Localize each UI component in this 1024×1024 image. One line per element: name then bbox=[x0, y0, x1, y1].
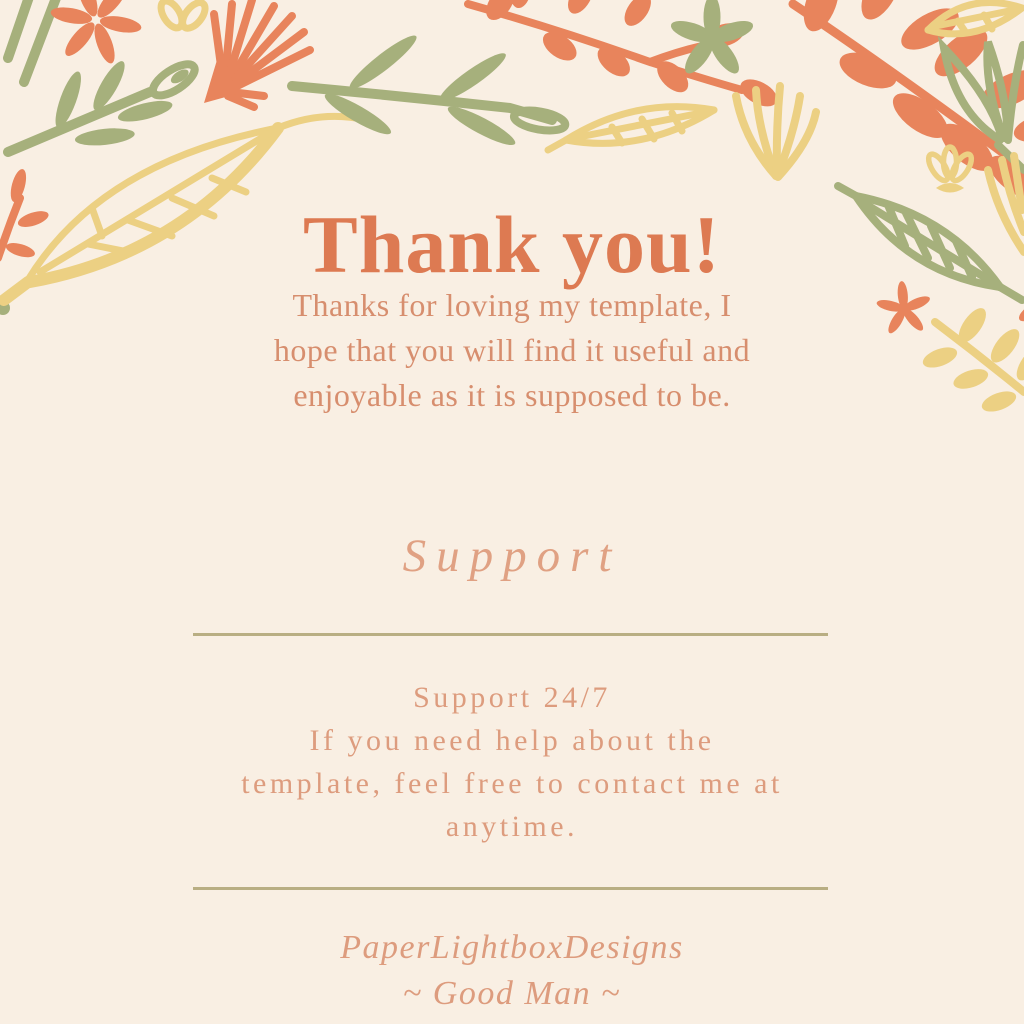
support-paragraph bbox=[0, 676, 1024, 848]
green-leaf-branch-icon bbox=[292, 30, 567, 151]
yellow-grass-tuft-icon bbox=[736, 86, 816, 177]
orange-fan-frond-icon bbox=[204, 0, 310, 107]
support-line-1: Support 24/7 bbox=[413, 681, 611, 714]
support-line-2: If you need help about the bbox=[309, 724, 715, 757]
signature: ~ Good Man ~ bbox=[402, 975, 622, 1012]
brand-name: PaperLightboxDesigns bbox=[340, 929, 684, 966]
support-line-4: anytime. bbox=[445, 810, 579, 843]
divider-bottom bbox=[193, 887, 828, 890]
orange-leaf-branch-icon bbox=[793, 0, 1024, 207]
orange-berry-branch-icon bbox=[468, 0, 782, 112]
page-title: Thank you! bbox=[303, 198, 721, 290]
yellow-sprout-icon bbox=[925, 147, 975, 193]
intro-paragraph bbox=[0, 283, 1024, 418]
divider-top bbox=[193, 633, 828, 636]
intro-line-3: enjoyable as it is supposed to be. bbox=[293, 377, 731, 413]
green-leaf-branch-icon bbox=[8, 58, 199, 152]
footer bbox=[0, 925, 1024, 1017]
intro-line-2: hope that you will find it useful and bbox=[273, 332, 751, 368]
yellow-outlined-leaf-icon bbox=[548, 107, 714, 150]
intro-line-1: Thanks for loving my template, I bbox=[292, 287, 732, 323]
green-bamboo-leaves-icon bbox=[944, 42, 1024, 170]
orange-star-flower-icon bbox=[49, 0, 142, 66]
support-heading: Support bbox=[402, 530, 622, 582]
yellow-flower-outline-icon bbox=[157, 0, 210, 32]
yellow-outlined-leaf-icon bbox=[928, 2, 1022, 34]
green-star-flower-icon bbox=[668, 0, 755, 78]
support-line-3: template, feel free to contact me at bbox=[241, 767, 783, 800]
green-stems-icon bbox=[8, 0, 56, 82]
